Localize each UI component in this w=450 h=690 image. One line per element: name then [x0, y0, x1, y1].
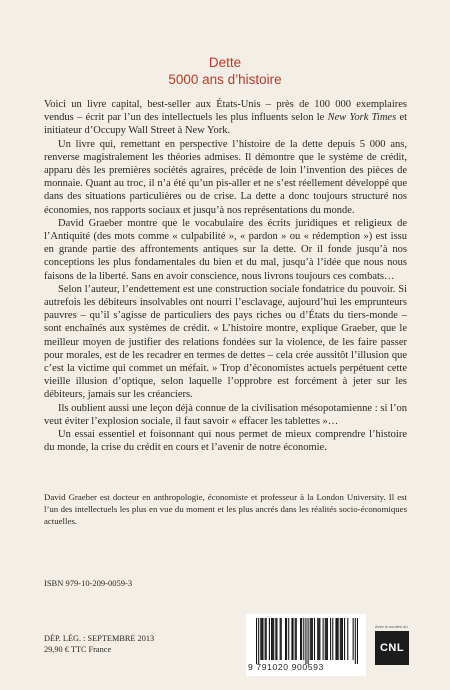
barcode — [246, 614, 366, 676]
barcode-bar — [332, 618, 333, 660]
barcode-digits: 9 791020 900593 — [248, 662, 324, 672]
blurb-paragraph-3: David Graeber montre que le vocabulaire des écrits juridiques et religieux de l’Antiquité (des mots comme « culpabilité », « pardon » ou « rédemption ») est issu en grande partie des affrontements antiques sur la dette. Or il fonde jusqu’à nos conceptions les plus fondamentales du bien et du mal, jusqu’à l’idée que nous nous faisons de la liberté. Sans en avoir conscience, nous livrons toujours ces combats… — [44, 217, 407, 282]
barcode-bar — [314, 618, 315, 660]
legal-deposit: DÉP. LÉG. : SEPTEMBRE 2013 — [44, 634, 155, 643]
barcode-bar — [256, 618, 257, 664]
barcode-bar — [353, 618, 354, 660]
barcode-bar — [272, 618, 273, 660]
barcode-bar — [330, 618, 331, 660]
barcode-bar — [310, 618, 311, 660]
blurb — [44, 98, 407, 454]
barcode-bar — [266, 618, 267, 660]
barcode-bar — [275, 618, 276, 660]
barcode-bar — [341, 618, 342, 660]
barcode-bar — [305, 618, 306, 664]
barcode-bar — [261, 618, 262, 660]
barcode-bar — [280, 618, 281, 660]
barcode-bar — [296, 618, 297, 660]
title-line-1: Dette — [208, 55, 242, 70]
book-title — [0, 54, 450, 88]
barcode-bar — [281, 618, 282, 660]
barcode-bar — [286, 618, 287, 660]
barcode-bar — [312, 618, 313, 660]
barcode-bars — [256, 618, 358, 664]
cnl-support — [375, 624, 415, 665]
barcode-bar — [340, 618, 341, 660]
cnl-caption: Avec le soutien du — [375, 624, 408, 629]
barcode-bar — [300, 618, 301, 660]
barcode-bar — [258, 618, 259, 664]
barcode-bar — [337, 618, 338, 660]
cnl-logo: CNL — [375, 631, 409, 665]
blurb-paragraph-1: Voici un livre capital, best-seller aux États-Unis – près de 100 000 exemplaires vendus – écrit par l’un des intellectuels les plus influents selon le New York Times et initiateur d’Occupy Wall Street à New York. — [44, 99, 408, 137]
barcode-bar — [344, 618, 345, 660]
barcode-bar — [357, 618, 358, 664]
barcode-bar — [285, 618, 286, 660]
barcode-bar — [347, 618, 348, 660]
barcode-bar — [269, 618, 270, 660]
barcode-bar — [271, 618, 272, 660]
barcode-bar — [265, 618, 266, 660]
blurb-paragraph-2: Un livre qui, remettant en perspective l’histoire de la dette depuis 5 000 ans, renverse magistralement les théories admises. Il démontre que le système de crédit, apparu dès les premières sociétés agraires, précède de loin l’invention des pièces de monnaie. Quant au troc, il n’a été qu’un pis-aller et ne s’est réellement développé que dans des situations particulières ou de crise. La dette a donc toujours structuré nos économies, nos rapports sociaux et jusqu’à nos représentations du monde. — [44, 138, 407, 216]
barcode-bar — [325, 618, 326, 660]
author-bio: David Graeber est docteur en anthropologie, économiste et professeur à la London University. Il est l’un des intellectuels les plus en vue du moment et les plus ancrés dans les réalités socio-économiques actuelles. — [44, 492, 407, 526]
blurb-paragraph-6: Un essai essentiel et foisonnant qui nous permet de mieux comprendre l’histoire du monde, la crise du crédit en cours et l’avenir de notre économie. — [44, 429, 407, 454]
barcode-bar — [291, 618, 292, 660]
barcode-bar — [295, 618, 296, 660]
barcode-bar — [318, 618, 319, 660]
blurb-paragraph-5: Ils oublient aussi une leçon déjà connue de la civilisation mésopotamienne : si l’on veut éviter l’explosion sociale, il faut savoir « effacer les tablettes »… — [44, 402, 407, 427]
barcode-bar — [323, 618, 324, 660]
barcode-bar — [288, 618, 289, 660]
barcode-bar — [317, 618, 318, 660]
barcode-bar — [335, 618, 336, 660]
newspaper-name: New York Times — [327, 112, 397, 124]
barcode-bar — [338, 618, 339, 660]
barcode-bar — [327, 618, 328, 660]
barcode-bar — [301, 618, 302, 660]
barcode-bar — [355, 618, 356, 664]
legal-info — [44, 634, 154, 655]
barcode-bar — [262, 618, 263, 660]
barcode-bar — [303, 618, 304, 660]
price: 29,90 € TTC France — [44, 644, 112, 654]
isbn: ISBN 979-10-209-0059-3 — [44, 578, 133, 588]
barcode-bar — [260, 618, 261, 660]
blurb-paragraph-4: Selon l’auteur, l’endettement est une construction sociale fondatrice du pouvoir. Si autrefois les débiteurs insolvables ont nourri l’esclavage, aujourd’hui les emprunteurs pauvres – qu’il s’agisse de particuliers des pays riches ou d’États du tiers-monde – sont enchaînés aux systèmes de crédit. « L’histoire montre, explique Graeber, que le meilleur moyen de justifier des relations fondées sur la violence, de les faire passer pour morales, est de les recadrer en termes de dettes – cela crée aussitôt l’illusion que c’est la victime qui commet un méfait. » Trop d’économistes actuels perpétuent cette vieille illusion d’optique, selon laquelle l’opprobre est forcément à jeter sur les débiteurs, jamais sur les créanciers. — [44, 283, 407, 401]
barcode-bar — [293, 618, 294, 660]
barcode-bar — [319, 618, 320, 660]
barcode-bar — [326, 618, 327, 660]
barcode-bar — [308, 618, 309, 664]
barcode-bar — [311, 618, 312, 660]
barcode-bar — [276, 618, 277, 660]
title-line-2: 5000 ans d’histoire — [168, 72, 282, 87]
barcode-bar — [342, 618, 343, 660]
barcode-bar — [273, 618, 274, 660]
